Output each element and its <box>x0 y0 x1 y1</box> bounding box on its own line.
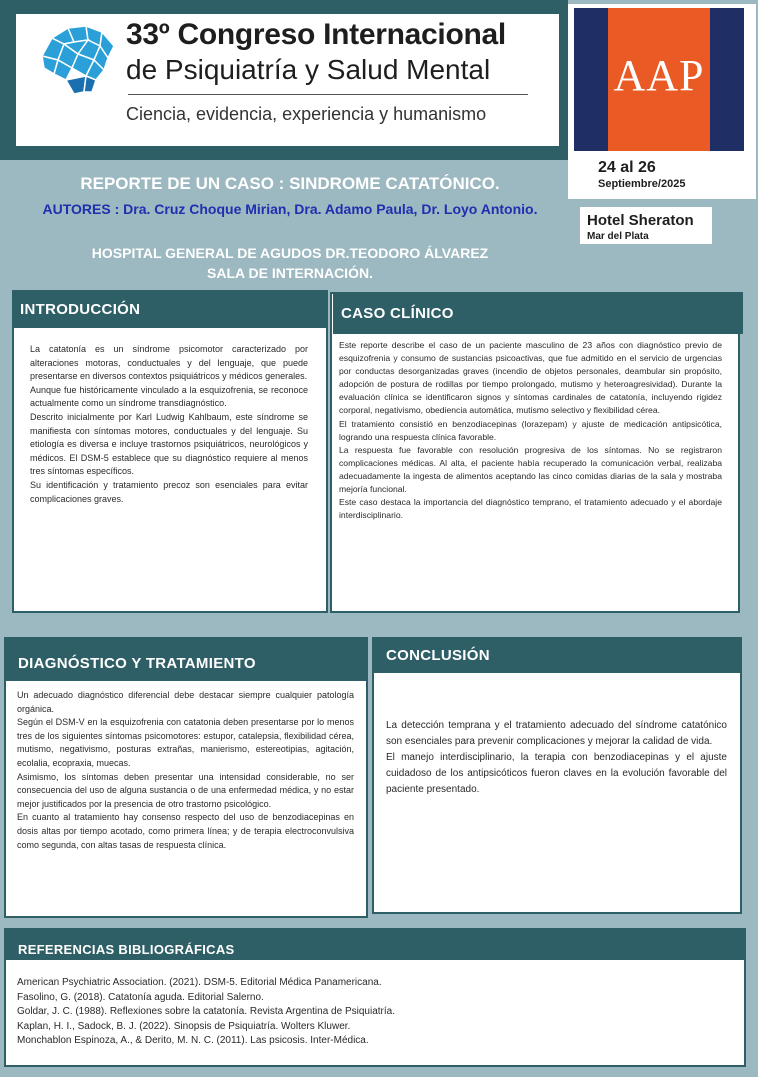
congress-tagline: Ciencia, evidencia, experiencia y humanismo <box>126 104 487 124</box>
venue-card <box>580 207 712 244</box>
section-referencias-heading: REFERENCIAS BIBLIOGRÁFICAS <box>6 928 746 960</box>
section-diagnostico-heading: DIAGNÓSTICO Y TRATAMIENTO <box>6 637 368 681</box>
hospital-name: HOSPITAL GENERAL DE AGUDOS DR.TEODORO ÁLVAREZ <box>91 245 489 261</box>
venue-name: Hotel Sheraton <box>587 212 694 229</box>
paragraph: Aunque fue históricamente vinculado a la esquizofrenia, se reconoce actualmente como un síndrome transdiagnóstico. <box>30 384 308 409</box>
header-divider <box>128 94 528 95</box>
section-introduccion-body <box>30 343 308 506</box>
congress-header <box>16 14 559 146</box>
paragraph: Descrito inicialmente por Karl Ludwig Kahlbaum, este síndrome se manifiesta con síntomas motores, conductuales y del lenguaje. Su etiología es diversa e incluye trastornos psiquiátricos, neurológicos y médicos. El DSM-5 establece que su diagnóstico requiere al menos tres síntomas específicos. <box>30 411 308 477</box>
paragraph: La catatonía es un síndrome psicomotor caracterizado por alteraciones motoras, conductuales y del lenguaje, que puede presentarse en diversos contextos psiquiátricos y médicos generales. <box>30 344 308 382</box>
paragraph: Este reporte describe el caso de un paciente masculino de 23 años con diagnóstico previo de esquizofrenia y consumo de sustancias psicoactivas, que fue admitido en el servicio de urgencias por conductas desorganizadas graves (incendio de objetos personales, deambular sin propósito, adopción de postura de rodillas por tiempo prolongado, mutismo y heteroagresividad). Durante la evaluación clínica se identificaron signos y síntomas cardinales de catatonía, incluyendo rigidez corporal, negativismo, obediencia automática, mutismo selectivo y flexibilidad cérea. <box>339 340 722 416</box>
reference-item: Goldar, J. C. (1988). Reflexiones sobre la catatonía. Revista Argentina de Psiquiatría. <box>17 1006 395 1017</box>
paragraph: Este caso destaca la importancia del diagnóstico temprano, el tratamiento adecuado y el abordaje interdisciplinario. <box>339 497 722 521</box>
event-month-year: Septiembre/2025 <box>598 178 686 190</box>
aap-logo <box>574 8 744 151</box>
reference-item: Monchablon Espinoza, A., & Derito, M. N. C. (2011). Las psicosis. Inter-Médica. <box>17 1035 369 1046</box>
report-title: REPORTE DE UN CASO : SINDROME CATATÓNICO. <box>80 174 500 193</box>
section-conclusion-heading: CONCLUSIÓN <box>374 637 742 673</box>
paragraph: La detección temprana y el tratamiento adecuado del síndrome catatónico son esenciales para prevenir complicaciones y mejorar la calidad de vida. <box>386 720 727 747</box>
section-caso-clinico-heading: CASO CLÍNICO <box>333 292 743 334</box>
brain-logo-icon <box>34 22 122 98</box>
paragraph: La respuesta fue favorable con resolución progresiva de los síntomas. No se registraron complicaciones médicas. Al alta, el paciente había recuperado la comunicación verbal, realizaba adecuadamente la ingesta de alimentos aceptando las cinco comidas diarias de la sala y mostraba mejoría funcional. <box>339 444 722 495</box>
congress-subtitle: de Psiquiatría y Salud Mental <box>126 54 491 85</box>
paragraph: El tratamiento consistió en benzodiacepinas (lorazepam) y ajuste de medicación antipsicótica, logrando una respuesta clínica favorable. <box>339 418 722 442</box>
ward-name: SALA DE INTERNACIÓN. <box>207 265 373 281</box>
venue-city: Mar del Plata <box>587 231 649 242</box>
event-dates: 24 al 26 <box>598 159 656 176</box>
section-conclusion-body <box>386 718 727 798</box>
paragraph: Asimismo, los síntomas deben presentar una intensidad considerable, no ser consecuencia del uso de alguna sustancia o de una enfermedad médica, y no estar mejor justificados por la presencia de otro trastorno psicológico. <box>17 771 354 809</box>
aap-logo-text: AAP <box>613 51 705 100</box>
paragraph: Su identificación y tratamiento precoz son esenciales para evitar complicaciones graves. <box>30 479 308 504</box>
report-institution <box>20 243 560 283</box>
paragraph: El manejo interdisciplinario, la terapia con benzodiacepinas y el ajuste cuidadoso de los antipsicóticos fueron claves en la evolución favorable del paciente presentado. <box>386 752 727 795</box>
section-caso-clinico-body <box>339 339 722 522</box>
report-authors: AUTORES : Dra. Cruz Choque Mirian, Dra. Adamo Paula, Dr. Loyo Antonio. <box>42 201 538 217</box>
reference-item: American Psychiatric Association. (2021). DSM-5. Editorial Médica Panamericana. <box>17 977 382 988</box>
section-diagnostico-body <box>17 689 354 852</box>
paragraph: En cuanto al tratamiento hay consenso respecto del uso de benzodiacepinas en dosis altas por tiempo acotado, como primera línea; y de terapia electroconvulsiva como segunda, con altas tasas de respuesta clínica. <box>17 812 354 850</box>
congress-title: 33º Congreso Internacional <box>126 18 506 51</box>
section-introduccion-heading: INTRODUCCIÓN <box>12 290 328 328</box>
reference-item: Kaplan, H. I., Sadock, B. J. (2022). Sinopsis de Psiquiatría. Wolters Kluwer. <box>17 1020 351 1032</box>
paragraph: Según el DSM-V en la esquizofrenia con catatonia deben presentarse por lo menos tres de los siguientes síntomas psicomotores: estupor, catalepsia, flexibilidad cérea, mutismo, negativismo, posturas extrañas, manierismo, estereotipias, agitación, ecolalia, ecopraxia, muecas. <box>17 717 354 768</box>
references-list <box>17 976 717 1049</box>
reference-item: Fasolino, G. (2018). Catatonía aguda. Editorial Salerno. <box>17 991 264 1003</box>
aap-badge <box>568 4 756 199</box>
paragraph: Un adecuado diagnóstico diferencial debe destacar siempre cualquier patología orgánica. <box>17 690 354 714</box>
